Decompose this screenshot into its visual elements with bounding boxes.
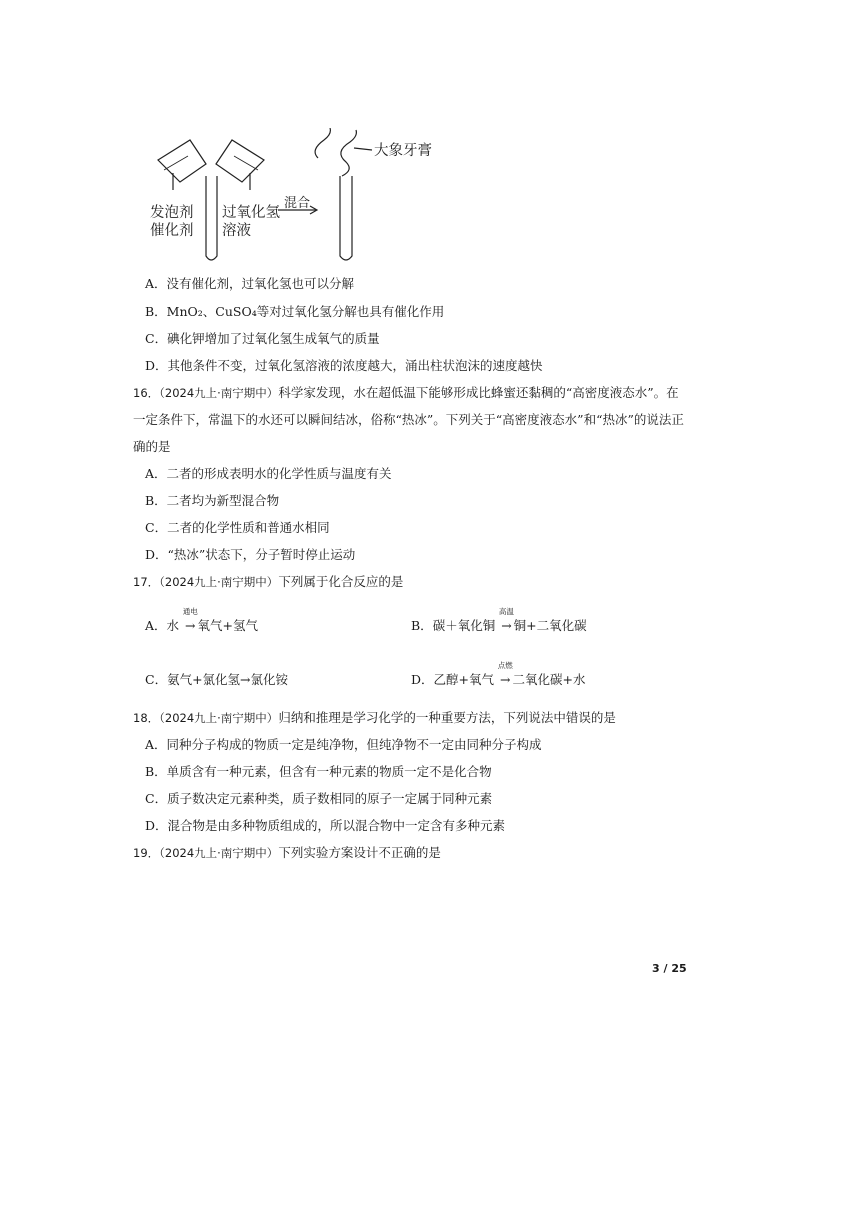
q16-option-c: C．二者的化学性质和普通水相同 xyxy=(145,520,330,535)
figure-label-mix: 混合 xyxy=(284,196,311,211)
q19-stem xyxy=(133,845,441,861)
q15-option-a: A．没有催化剂，过氧化氢也可以分解 xyxy=(145,276,355,291)
q17-c-reaction: 氨气+氯化氢→氯化铵 xyxy=(167,672,289,687)
q17-d-condition: 点燃 xyxy=(497,661,513,670)
foam-tube-shape xyxy=(340,176,352,260)
experiment-figure xyxy=(140,128,460,268)
figure-label-solution: 溶液 xyxy=(222,223,251,239)
q17-a-condition: 通电 xyxy=(182,607,198,616)
q18-text: 归纳和推理是学习化学的一种重要方法，下列说法中错误的是 xyxy=(278,710,616,725)
q17-c-label: C． xyxy=(145,672,168,687)
q17-b-reactant: 碳＋氧化铜 xyxy=(432,618,496,633)
q18-option-d: D．混合物是由多种物质组成的，所以混合物中一定含有多种元素 xyxy=(145,818,506,833)
figure-label-catalyst: 催化剂 xyxy=(150,223,194,239)
test-tube-shape xyxy=(206,176,217,260)
q16-source: （2024九上·南宁期中） xyxy=(159,386,279,400)
q17-b-product: 铜+二氧化碳 xyxy=(513,618,587,633)
q17-a-reactant: 水 xyxy=(166,618,180,633)
q17-option-b xyxy=(411,607,587,634)
q18-option-a: A．同种分子构成的物质一定是纯净物，但纯净物不一定由同种分子构成 xyxy=(145,737,542,752)
q17-b-label: B． xyxy=(411,618,433,633)
q16-option-b: B．二者均为新型混合物 xyxy=(145,493,280,508)
q15-option-c: C．碘化钾增加了过氧化氢生成氧气的质量 xyxy=(145,331,380,346)
q17-number: 17． xyxy=(133,575,160,589)
q16-text: 科学家发现，水在超低温下能够形成比蜂蜜还黏稠的“高密度液态水”。在 xyxy=(278,385,679,400)
q19-text: 下列实验方案设计不正确的是 xyxy=(278,845,441,860)
q19-number: 19． xyxy=(133,846,160,860)
q17-b-arrow: 高温 → xyxy=(498,607,514,633)
q17-option-a xyxy=(145,607,258,634)
q16-stem-line2: 一定条件下，常温下的水还可以瞬间结冰，俗称“热冰”。下列关于“高密度液态水”和“热冰”的说法正 xyxy=(133,412,684,427)
left-beaker-shape xyxy=(158,140,206,182)
q17-text: 下列属于化合反应的是 xyxy=(278,574,404,589)
q17-option-c xyxy=(145,670,288,688)
figure-label-foaming: 发泡剂 xyxy=(150,205,194,221)
q17-a-product: 氧气+氢气 xyxy=(197,618,258,633)
q17-d-product: 二氧化碳+水 xyxy=(512,672,586,687)
q18-option-b: B．单质含有一种元素，但含有一种元素的物质一定不是化合物 xyxy=(145,764,492,779)
q15-option-b: B．MnO₂、CuSO₄等对过氧化氢分解也具有催化作用 xyxy=(145,304,445,319)
q17-a-arrow: 通电 → xyxy=(182,607,198,633)
q16-stem-line1 xyxy=(133,385,679,401)
q17-d-label: D． xyxy=(411,672,434,687)
q18-source: （2024九上·南宁期中） xyxy=(159,711,279,725)
q16-option-d: D．“热冰”状态下，分子暂时停止运动 xyxy=(145,547,356,562)
page-number: 3 / 25 xyxy=(652,962,687,975)
q17-d-reactant: 乙醇+氧气 xyxy=(433,672,495,687)
q17-b-condition: 高温 xyxy=(498,607,514,616)
foam-shape xyxy=(341,130,357,176)
figure-label-h2o2: 过氧化氢 xyxy=(222,205,280,221)
q17-a-label: A． xyxy=(145,618,167,633)
q17-option-d xyxy=(411,661,586,688)
q18-stem xyxy=(133,710,616,726)
q17-source: （2024九上·南宁期中） xyxy=(159,575,279,589)
q16-stem-line3: 确的是 xyxy=(133,439,171,454)
q15-option-d: D．其他条件不变，过氧化氢溶液的浓度越大，涌出柱状泡沫的速度越快 xyxy=(145,358,543,373)
q16-option-a: A．二者的形成表明水的化学性质与温度有关 xyxy=(145,466,392,481)
right-beaker-shape xyxy=(216,140,264,182)
q16-number: 16． xyxy=(133,386,160,400)
q18-number: 18． xyxy=(133,711,160,725)
q18-option-c: C．质子数决定元素种类，质子数相同的原子一定属于同种元素 xyxy=(145,791,493,806)
figure-label-toothpaste: 大象牙膏 xyxy=(374,143,432,159)
q17-d-arrow: 点燃 → xyxy=(497,661,513,687)
q19-source: （2024九上·南宁期中） xyxy=(159,846,279,860)
q17-stem xyxy=(133,574,403,590)
